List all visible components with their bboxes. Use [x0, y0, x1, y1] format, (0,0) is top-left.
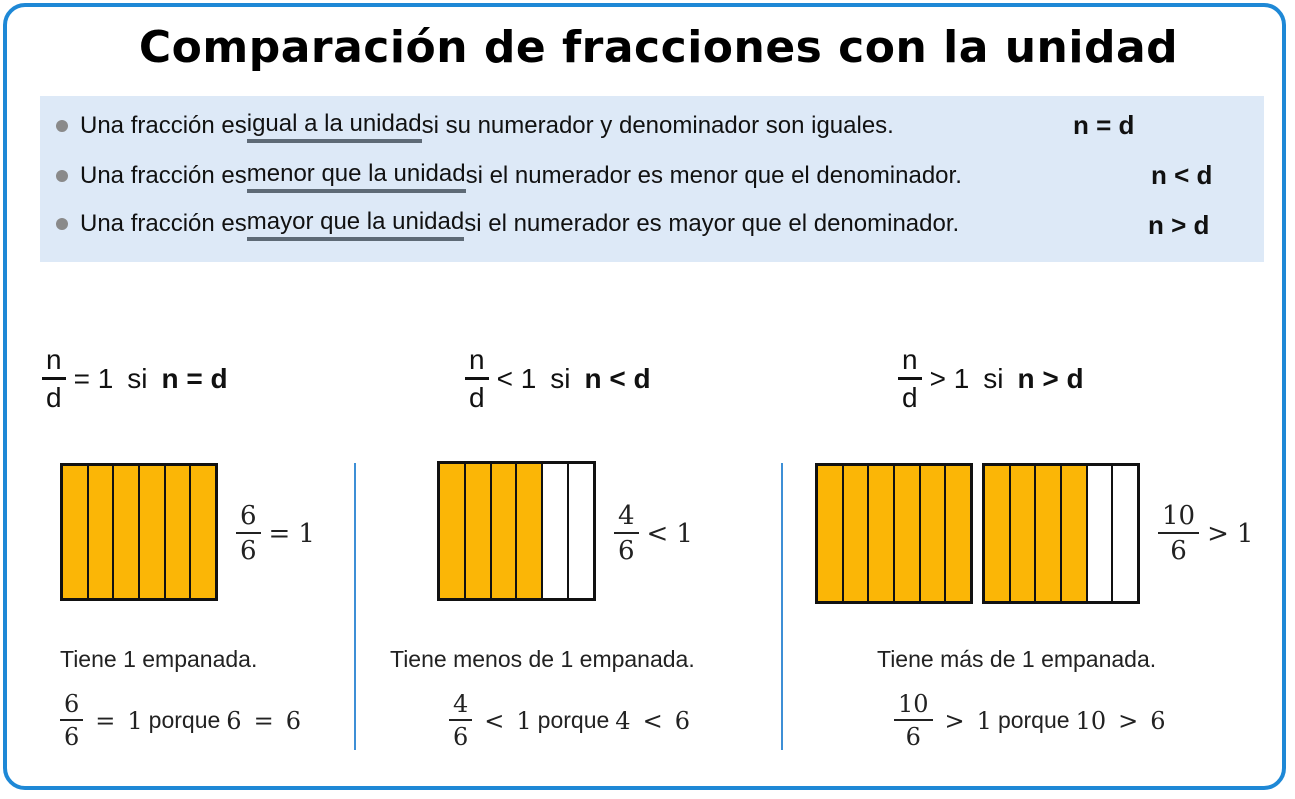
- rule-symbol-greater: n > d: [1148, 210, 1210, 240]
- filled-part: [166, 466, 192, 598]
- fraction-n-d: $\frac{n}{d}$: [42, 346, 66, 412]
- rule-underlined-text: igual a la unidad: [247, 110, 422, 143]
- filled-part: [1011, 466, 1037, 601]
- example-equal: $\frac{6}{6}$ = 1 porque 6 = 6: [60, 692, 307, 749]
- bullet-icon: [56, 170, 68, 182]
- pizza-box-full: [60, 463, 218, 601]
- condition-greater: $\frac{n}{d}$ > 1 si n > d: [898, 346, 1084, 412]
- empty-part: [569, 464, 593, 598]
- caption-equal: Tiene 1 empanada.: [60, 646, 258, 672]
- page-title: Comparación de fracciones con la unidad: [138, 22, 1179, 73]
- condition-equal: $\frac{n}{d}$ = 1 si n = d: [42, 346, 228, 412]
- pizza-box-partial: [437, 461, 596, 601]
- caption-less: Tiene menos de 1 empanada.: [390, 646, 695, 672]
- empty-part: [1113, 466, 1137, 601]
- column-divider: [354, 463, 356, 750]
- filled-part: [869, 466, 895, 601]
- rule-text: Una fracción es: [80, 112, 247, 139]
- rule-symbol-equal: n = d: [1073, 110, 1135, 140]
- filled-part: [844, 466, 870, 601]
- math-10-6: $\frac{10}{6}$ > 1: [1158, 503, 1253, 564]
- condition-less: $\frac{n}{d}$ < 1 si n < d: [465, 346, 651, 412]
- rule-equal: [56, 106, 894, 146]
- rule-greater: [56, 204, 959, 244]
- example-less: $\frac{4}{6}$ < 1 porque 4 < 6: [449, 692, 696, 749]
- filled-part: [191, 466, 215, 598]
- rule-less: [56, 156, 962, 196]
- filled-part: [946, 466, 970, 601]
- rule-text: si el numerador es menor que el denominador.: [465, 162, 962, 189]
- rule-underlined-text: menor que la unidad: [247, 160, 466, 193]
- rules-panel: [40, 96, 1264, 262]
- pizza-box-partial: [982, 463, 1140, 604]
- rule-text: si el numerador es mayor que el denominador.: [464, 210, 960, 237]
- filled-part: [89, 466, 115, 598]
- filled-part: [1036, 466, 1062, 601]
- filled-part: [63, 466, 89, 598]
- bullet-icon: [56, 218, 68, 230]
- pizza-box-full: [815, 463, 973, 604]
- math-6-6: $\frac{6}{6}$ = 1: [236, 503, 315, 564]
- filled-part: [1062, 466, 1088, 601]
- fraction-n-d: $\frac{n}{d}$: [465, 346, 489, 412]
- filled-part: [492, 464, 518, 598]
- rule-underlined-text: mayor que la unidad: [247, 208, 464, 241]
- filled-part: [921, 466, 947, 601]
- caption-greater: Tiene más de 1 empanada.: [877, 646, 1157, 672]
- rule-symbol-less: n < d: [1151, 160, 1213, 190]
- filled-part: [895, 466, 921, 601]
- fraction-n-d: $\frac{n}{d}$: [898, 346, 922, 412]
- filled-part: [466, 464, 492, 598]
- column-divider: [781, 463, 783, 750]
- bullet-icon: [56, 120, 68, 132]
- rule-text: si su numerador y denominador son iguales.: [421, 112, 894, 139]
- empty-part: [1088, 466, 1114, 601]
- filled-part: [818, 466, 844, 601]
- example-greater: $\frac{10}{6}$ > 1 porque 10 > 6: [894, 692, 1172, 749]
- empty-part: [543, 464, 569, 598]
- filled-part: [985, 466, 1011, 601]
- filled-part: [440, 464, 466, 598]
- filled-part: [114, 466, 140, 598]
- filled-part: [517, 464, 543, 598]
- rule-text: Una fracción es: [80, 162, 247, 189]
- filled-part: [140, 466, 166, 598]
- math-4-6: $\frac{4}{6}$ < 1: [614, 503, 693, 564]
- rule-text: Una fracción es: [80, 210, 247, 237]
